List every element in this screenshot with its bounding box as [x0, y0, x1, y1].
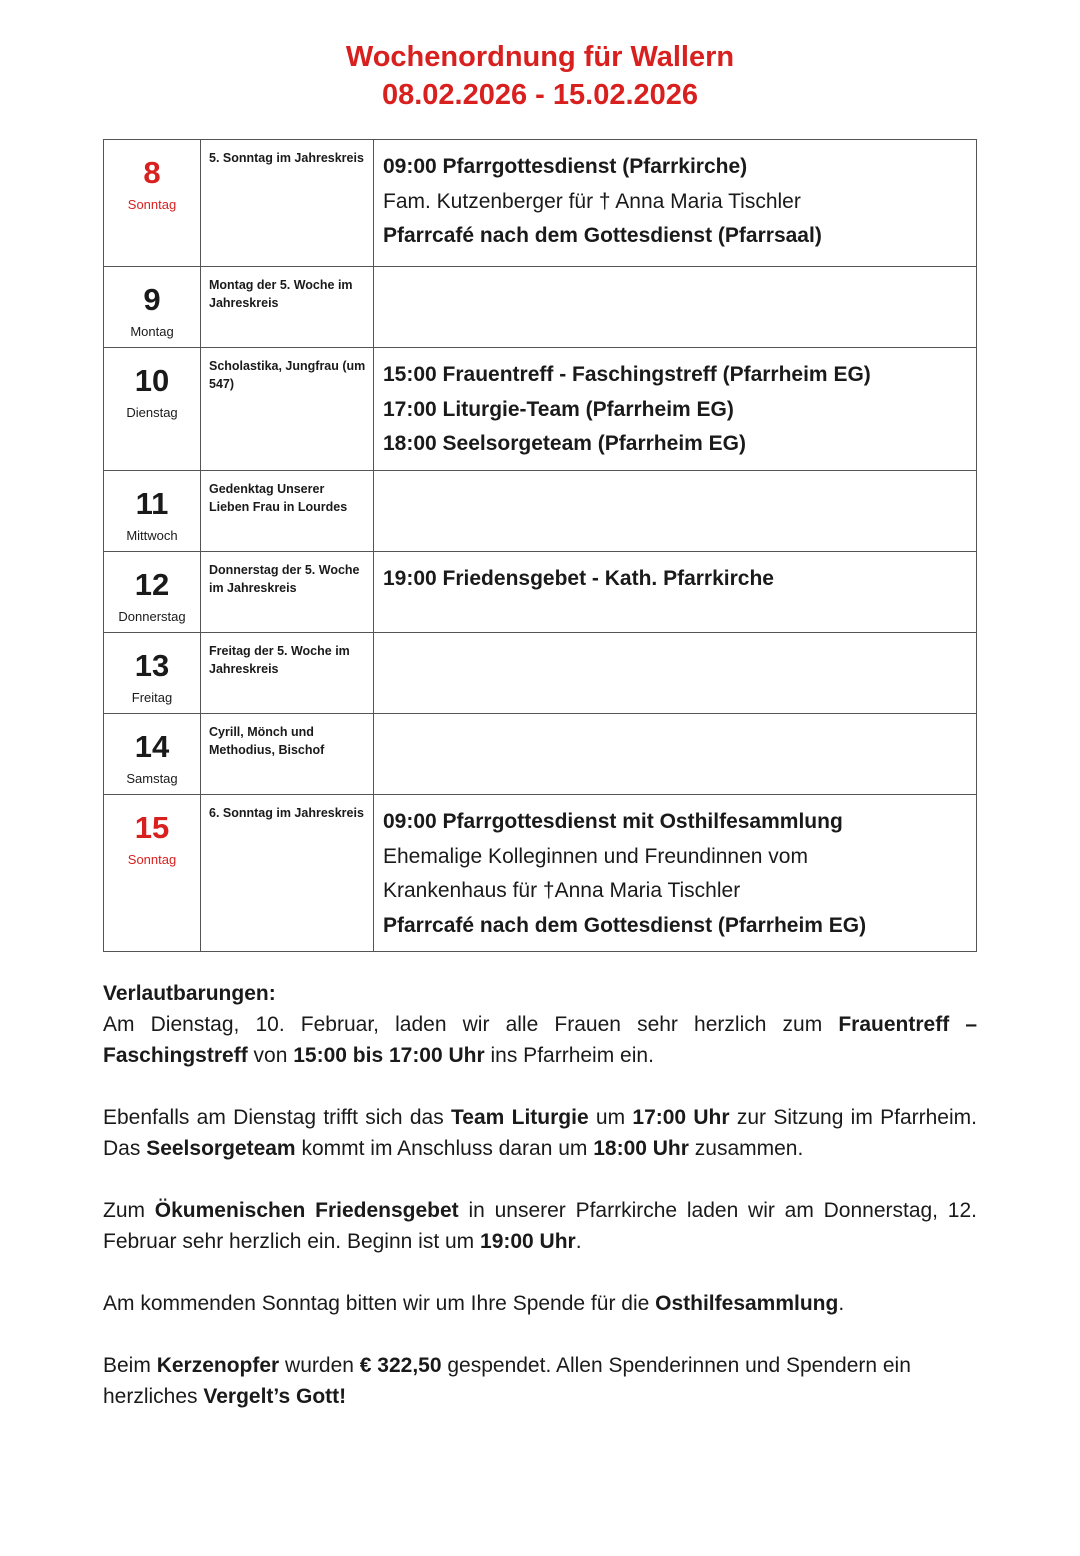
feast-name: Cyrill, Mönch und Methodius, Bischof: [209, 725, 325, 757]
event-item: Ehemalige Kolleginnen und Freundinnen vom: [383, 844, 808, 868]
events-cell: [374, 140, 977, 267]
feast-cell: [201, 633, 374, 714]
day-cell: [104, 714, 201, 795]
events-cell: [374, 552, 977, 633]
day-number: 15: [134, 810, 170, 845]
day-number: 12: [134, 567, 170, 602]
title-line-2: 08.02.2026 - 15.02.2026: [381, 79, 699, 111]
table-row: [104, 714, 977, 795]
day-number: 11: [135, 486, 169, 521]
day-cell: [104, 633, 201, 714]
events-cell: [374, 348, 977, 471]
feast-cell: [201, 552, 374, 633]
announcement-paragraph: Beim Kerzenopfer wurden € 322,50 gespendet. Allen Spenderinnen und Spendern ein herzliches Vergelt’s Gott!: [103, 1354, 911, 1408]
announcement-paragraph: Am Dienstag, 10. Februar, laden wir alle Frauen sehr herzlich zum Frauentreff – Faschingstreff von 15:00 bis 17:00 Uhr ins Pfarrheim ein.: [103, 1013, 977, 1067]
feast-name: 6. Sonntag im Jahreskreis: [209, 806, 364, 820]
day-name: Sonntag: [127, 852, 177, 867]
table-row: [104, 795, 977, 952]
event-item: 09:00 Pfarrgottesdienst (Pfarrkirche): [383, 155, 748, 178]
events-cell: [374, 267, 977, 348]
table-row: [104, 140, 977, 267]
announcement-paragraph: Am kommenden Sonntag bitten wir um Ihre Spende für die Osthilfesammlung.: [103, 1292, 845, 1315]
event-item: 15:00 Frauentreff - Faschingstreff (Pfarrheim EG): [383, 363, 871, 386]
day-cell: [104, 140, 201, 267]
day-cell: [104, 471, 201, 552]
feast-cell: [201, 795, 374, 952]
event-item: 09:00 Pfarrgottesdienst mit Osthilfesammlung: [383, 810, 843, 833]
day-name: Freitag: [131, 690, 173, 705]
day-number: 14: [134, 729, 170, 764]
announcements: [103, 978, 977, 1443]
day-cell: [104, 348, 201, 471]
announcement-paragraph: Zum Ökumenischen Friedensgebet in unserer Pfarrkirche laden wir am Donnerstag, 12. Februar sehr herzlich ein. Beginn ist um 19:00 Uhr.: [103, 1199, 977, 1253]
events-cell: [374, 714, 977, 795]
day-name: Mittwoch: [126, 528, 178, 543]
day-cell: [104, 267, 201, 348]
day-name: Sonntag: [127, 197, 177, 212]
table-row: [104, 348, 977, 471]
feast-name: Gedenktag Unserer Lieben Frau in Lourdes: [209, 482, 348, 514]
day-number: 10: [134, 363, 170, 398]
day-number: 8: [143, 155, 161, 190]
feast-cell: [201, 714, 374, 795]
day-number: 13: [134, 648, 170, 683]
event-item: Fam. Kutzenberger für † Anna Maria Tischler: [383, 189, 801, 213]
event-item: Pfarrcafé nach dem Gottesdienst (Pfarrheim EG): [383, 913, 867, 937]
day-name: Donnerstag: [118, 609, 186, 624]
event-item: Krankenhaus für †Anna Maria Tischler: [383, 879, 741, 902]
feast-name: Montag der 5. Woche im Jahreskreis: [209, 278, 353, 310]
day-name: Montag: [130, 324, 174, 339]
day-cell: [104, 795, 201, 952]
event-item: Pfarrcafé nach dem Gottesdienst (Pfarrsaal): [383, 224, 822, 247]
feast-name: Freitag der 5. Woche im Jahreskreis: [209, 644, 350, 676]
event-item: 17:00 Liturgie-Team (Pfarrheim EG): [383, 397, 734, 421]
day-number: 9: [143, 282, 161, 317]
day-name: Dienstag: [126, 405, 178, 420]
day-cell: [104, 552, 201, 633]
page-title: [0, 38, 1080, 114]
feast-cell: [201, 348, 374, 471]
feast-cell: [201, 140, 374, 267]
table-row: [104, 267, 977, 348]
announcement-paragraph: Ebenfalls am Dienstag trifft sich das Team Liturgie um 17:00 Uhr zur Sitzung im Pfarrheim. Das Seelsorgeteam kommt im Anschluss daran um 18:00 Uhr zusammen.: [103, 1106, 977, 1160]
feast-name: 5. Sonntag im Jahreskreis: [209, 151, 364, 165]
feast-cell: [201, 267, 374, 348]
events-cell: [374, 471, 977, 552]
announcements-heading: Verlautbarungen:: [103, 982, 276, 1005]
table-row: [104, 552, 977, 633]
table-row: [104, 633, 977, 714]
feast-name: Donnerstag der 5. Woche im Jahreskreis: [209, 563, 360, 595]
table-row: [104, 471, 977, 552]
events-cell: [374, 795, 977, 952]
event-item: 18:00 Seelsorgeteam (Pfarrheim EG): [383, 432, 746, 455]
schedule-table: [103, 139, 977, 952]
events-cell: [374, 633, 977, 714]
title-line-1: Wochenordnung für Wallern: [345, 41, 735, 73]
feast-name: Scholastika, Jungfrau (um 547): [209, 359, 366, 391]
day-name: Samstag: [126, 771, 178, 786]
feast-cell: [201, 471, 374, 552]
event-item: 19:00 Friedensgebet - Kath. Pfarrkirche: [383, 567, 774, 590]
